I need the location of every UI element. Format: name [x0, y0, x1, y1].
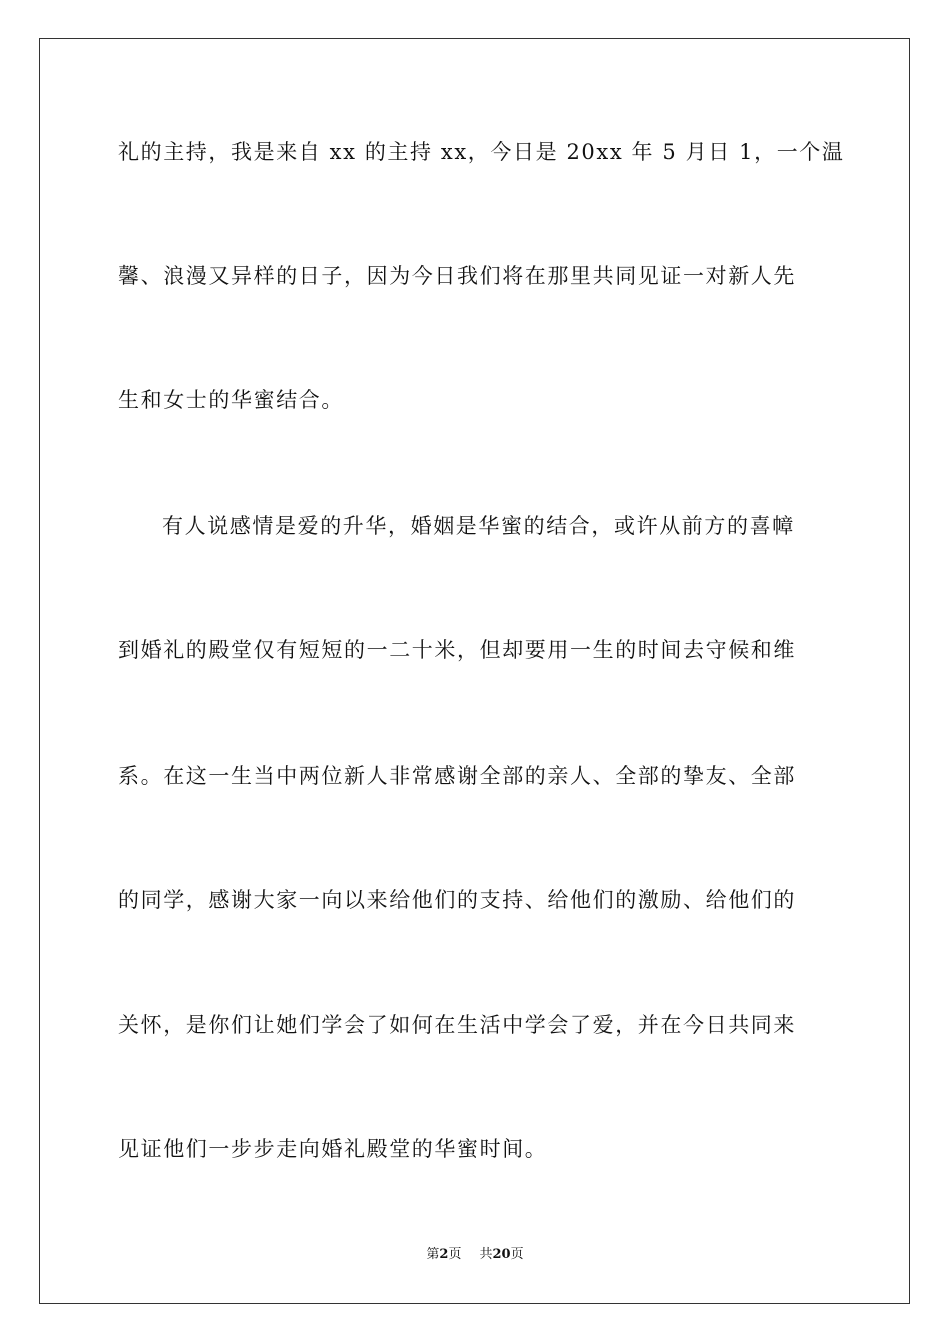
body-line-6: 系。在这一生当中两位新人非常感谢全部的亲人、全部的挚友、全部	[118, 764, 796, 788]
page-suffix: 页	[448, 1247, 462, 1262]
body-line-9: 见证他们一步步走向婚礼殿堂的华蜜时间。	[118, 1137, 548, 1161]
total-prefix: 共	[479, 1247, 493, 1262]
page-border	[39, 38, 910, 1304]
total-pages-number: 20	[492, 1247, 511, 1262]
body-line-5: 到婚礼的殿堂仅有短短的一二十米，但却要用一生的时间去守候和维	[118, 638, 796, 662]
body-line-7: 的同学，感谢大家一向以来给他们的支持、给他们的激励、给他们的	[118, 888, 796, 912]
body-line-4: 有人说感情是爱的升华，婚姻是华蜜的结合，或许从前方的喜幛	[162, 514, 795, 538]
body-line-3: 生和女士的华蜜结合。	[118, 388, 344, 412]
body-line-2: 馨、浪漫又异样的日子，因为今日我们将在那里共同见证一对新人先	[118, 264, 796, 288]
body-line-1: 礼的主持，我是来自 xx 的主持 xx，今日是 20xx 年 5 月日 1，一个温	[118, 140, 845, 164]
body-line-8: 关怀，是你们让她们学会了如何在生活中学会了爱，并在今日共同来	[118, 1013, 796, 1037]
page-prefix: 第	[426, 1247, 440, 1262]
page-current-number: 2	[439, 1247, 449, 1262]
total-suffix: 页	[510, 1247, 524, 1262]
page-footer	[0, 1246, 950, 1264]
